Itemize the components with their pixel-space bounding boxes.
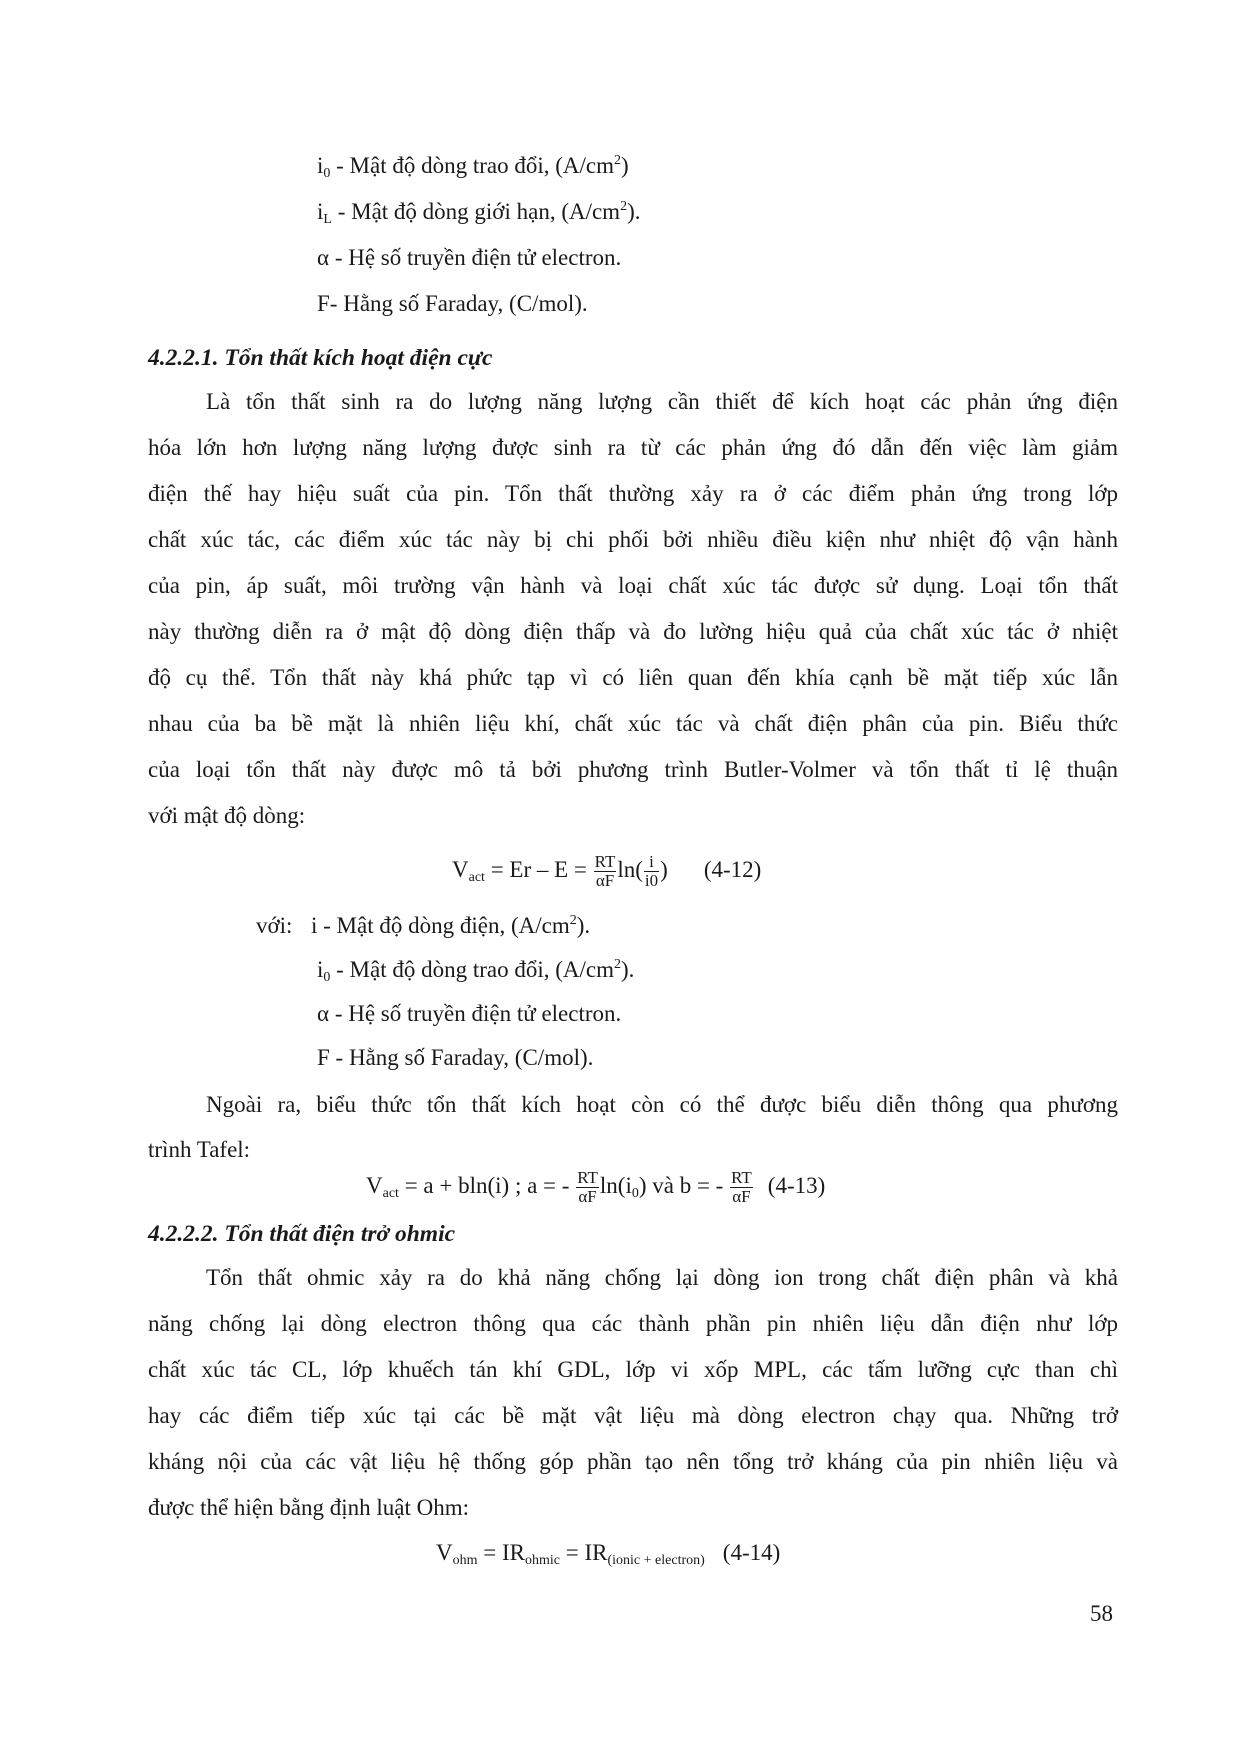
section-heading-4-2-2-1: 4.2.2.1. Tổn thất kích hoạt điện cực (148, 345, 493, 371)
equation-number: (4-13) (767, 1173, 826, 1198)
paragraph-line: kháng nội của các vật liệu hệ thống góp phần tạo nên tổng trở kháng của pin nhiên liệu và (148, 1449, 1118, 1474)
paragraph-line: của loại tổn thất này được mô tả bởi phương trình Butler-Volmer và tổn thất tỉ lệ thuận (148, 757, 1118, 782)
definition-i: i - Mật độ dòng điện, $(A/cm^2)$. (311, 913, 591, 938)
definition-F: F - Hằng số Faraday, (C/mol). (317, 1045, 594, 1070)
equation-4-12: $V_{act} = Er - E$ = $\frac{RT}{\alpha F}$ ln( $\frac{i}{i0}$ ) (4-12) (452, 852, 762, 891)
definition-F: F- Hằng số Faraday, (C/mol). (317, 291, 588, 316)
paragraph-line: trình Tafel: (148, 1137, 251, 1162)
paragraph-line: chất xúc tác, các điểm xúc tác này bị chi phối bởi nhiều điều kiện như nhiệt độ vận hành (148, 527, 1118, 552)
paragraph-line: được thể hiện bằng định luật Ohm: (148, 1495, 470, 1520)
definition-i0: $i_0$ - Mật độ dòng trao đổi, $(A/cm^2)$ (317, 153, 629, 181)
paragraph-line: chất xúc tác CL, lớp khuếch tán khí GDL, lớp vi xốp MPL, các tấm lưỡng cực than chì (148, 1357, 1118, 1382)
paragraph-line: hóa lớn hơn lượng năng lượng được sinh ra từ các phản ứng đó dẫn đến việc làm giảm (148, 435, 1118, 460)
paragraph-line: Ngoài ra, biểu thức tổn thất kích hoạt còn có thể được biểu diễn thông qua phương (206, 1092, 1118, 1117)
where-label: với: (256, 913, 293, 938)
paragraph-line: của pin, áp suất, môi trường vận hành và loại chất xúc tác được sử dụng. Loại tổn thất (148, 573, 1118, 598)
paragraph-line: nhau của ba bề mặt là nhiên liệu khí, chất xúc tác và chất điện phân của pin. Biểu thức (148, 711, 1118, 736)
definition-iL: $i_L$ - Mật độ dòng giới hạn, $(A/cm^2)$. (317, 199, 641, 227)
equation-number: (4-14) (722, 1540, 781, 1565)
paragraph-line: điện thế hay hiệu suất của pin. Tổn thất thường xảy ra ở các điểm phản ứng trong lớp (148, 481, 1118, 506)
section-heading-4-2-2-2: 4.2.2.2. Tổn thất điện trở ohmic (148, 1221, 456, 1247)
paragraph-line: Là tổn thất sinh ra do lượng năng lượng cần thiết để kích hoạt các phản ứng điện (206, 389, 1118, 414)
paragraph-line: với mật độ dòng: (148, 803, 306, 828)
paragraph-line: hay các điểm tiếp xúc tại các bề mặt vật liệu mà dòng electron chạy qua. Những trở (148, 1403, 1118, 1428)
equation-4-13: $V_{act} = a + bln(i)$ ; a = - $\frac{RT}{\alpha F}$ $\ln(i_0)$ và b = - $\frac{RT}{\alpha F}$ (4-13) (366, 1168, 826, 1207)
paragraph-line: năng chống lại dòng electron thông qua các thành phần pin nhiên liệu dẫn điện như lớp (148, 1311, 1118, 1336)
paragraph-line: này thường diễn ra ở mật độ dòng điện thấp và đo lường hiệu quả của chất xúc tác ở nhiệt (148, 619, 1118, 644)
page-number: 58 (1090, 1601, 1113, 1626)
definition-alpha: α - Hệ số truyền điện tử electron. (317, 245, 622, 270)
paragraph-line: Tổn thất ohmic xảy ra do khả năng chống lại dòng ion trong chất điện phân và khả (206, 1265, 1118, 1290)
equation-number: (4-12) (703, 857, 762, 882)
paragraph-line: độ cụ thể. Tổn thất này khá phức tạp vì có liên quan đến khía cạnh bề mặt tiếp xúc lẫn (148, 665, 1118, 690)
definition-i0: $i_0$ - Mật độ dòng trao đổi, $(A/cm^2)$. (317, 957, 635, 985)
definition-alpha: α - Hệ số truyền điện tử electron. (317, 1001, 622, 1026)
equation-4-14: $V_{ohm} = IR_{ohmic} = IR_{(ionic + electron)}$ (4-14) (436, 1540, 781, 1568)
